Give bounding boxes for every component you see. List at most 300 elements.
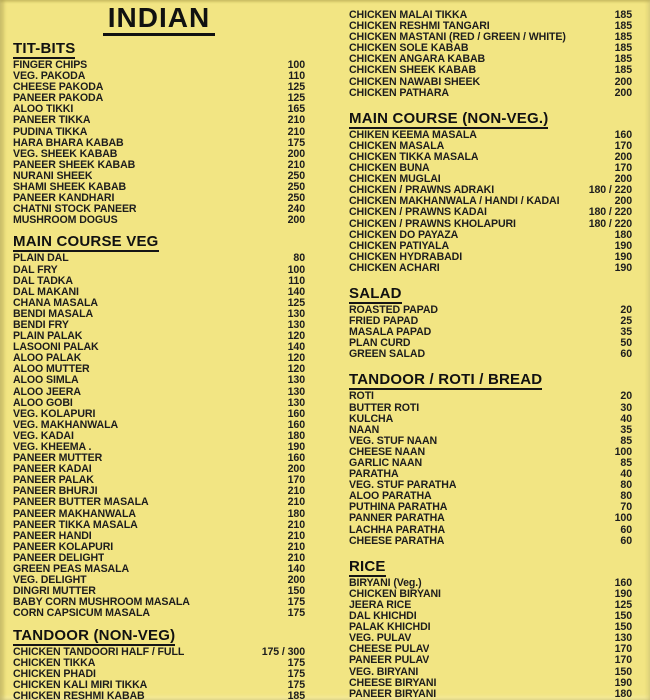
- item-price: 210: [287, 529, 305, 542]
- menu-item: [349, 622, 632, 633]
- item-price: 150: [287, 585, 305, 598]
- item-price: 100: [287, 59, 305, 71]
- section-heading: TIT-BITS: [13, 40, 76, 57]
- menu-item: [13, 193, 305, 204]
- item-price: 130: [614, 632, 632, 645]
- item-name: PANEER PAKODA: [13, 93, 104, 105]
- item-name: VEG. BIRYANI: [349, 666, 419, 678]
- item-price: 185: [614, 9, 632, 21]
- item-price: 25: [620, 315, 632, 328]
- item-name: CHICKEN TANDOORI HALF / FULL: [13, 646, 185, 658]
- menu-item: [349, 600, 632, 611]
- item-name: PANEER PALAK: [13, 475, 94, 487]
- item-name: DAL KHICHDI: [349, 611, 417, 623]
- item-name: CHICKEN RESHMI TANGARI: [349, 21, 490, 33]
- menu-item: [349, 578, 632, 589]
- menu-item: [13, 115, 305, 126]
- item-price: 210: [287, 540, 305, 553]
- item-price: 175: [287, 607, 305, 620]
- menu-item: [349, 391, 632, 402]
- menu-item: [13, 182, 305, 193]
- item-name: ALOO MUTTER: [13, 364, 90, 376]
- item-price: 100: [614, 445, 632, 458]
- menu-item: [13, 691, 305, 700]
- item-name: FINGER CHIPS: [13, 60, 88, 71]
- menu-item: [13, 398, 305, 409]
- item-name: PANEER SHEEK KABAB: [13, 159, 136, 171]
- item-name: VEG. KADAI: [13, 430, 74, 442]
- left-sections: [13, 41, 305, 700]
- item-name: CHICKEN ANGARA KABAB: [349, 54, 486, 66]
- item-price: 125: [287, 92, 305, 105]
- menu-item: [349, 502, 632, 513]
- menu-item: [349, 130, 632, 141]
- menu-item: [13, 475, 305, 486]
- item-price: 210: [287, 158, 305, 171]
- item-name: CHICKEN HYDRABADI: [349, 251, 463, 263]
- item-price: 20: [620, 390, 632, 403]
- menu-item: [13, 331, 305, 342]
- item-name: CHICKEN TIKKA: [13, 657, 96, 669]
- item-name: KULCHA: [349, 413, 394, 425]
- item-name: CHICKEN / PRAWNS KADAI: [349, 207, 487, 219]
- menu-item: [349, 54, 632, 65]
- menu-item: [13, 453, 305, 464]
- item-name: JEERA RICE: [349, 599, 412, 611]
- menu-item: [13, 171, 305, 182]
- menu-item: [13, 265, 305, 276]
- item-price: 165: [287, 103, 305, 116]
- item-name: BIRYANI (Veg.): [349, 577, 422, 589]
- item-price: 170: [287, 474, 305, 487]
- menu-item: [13, 93, 305, 104]
- item-name: CHICKEN MASTANI (RED / GREEN / WHITE): [349, 32, 566, 44]
- item-price: 120: [287, 363, 305, 376]
- menu-item: [349, 349, 632, 360]
- item-price: 175: [287, 596, 305, 609]
- item-name: NAAN: [349, 424, 380, 436]
- item-name: ALOO SIMLA: [13, 375, 79, 387]
- item-name: PANEER PULAV: [349, 655, 430, 667]
- item-name: PLAN CURD: [349, 338, 411, 350]
- item-price: 200: [287, 463, 305, 476]
- item-price: 180: [287, 507, 305, 520]
- item-name: CHICKEN RESHMI KABAB: [13, 690, 145, 700]
- section-heading: TANDOOR (NON-VEG): [13, 626, 176, 644]
- menu-item: [349, 327, 632, 338]
- menu-item: [13, 497, 305, 508]
- item-price: 130: [287, 307, 305, 320]
- item-name: CHICKEN DO PAYAZA: [349, 229, 459, 241]
- item-name: CHICKEN MASALA: [349, 140, 445, 152]
- section-heading: MAIN COURSE VEG: [13, 233, 159, 251]
- menu-item: [349, 263, 632, 274]
- menu-item: [349, 525, 632, 536]
- item-name: CHEESE PULAV: [349, 644, 430, 656]
- menu-item: [349, 678, 632, 689]
- menu-item: [13, 669, 305, 680]
- menu-item: [13, 387, 305, 398]
- item-price: 175 / 300: [261, 645, 305, 658]
- item-price: 185: [614, 53, 632, 66]
- item-price: 190: [614, 261, 632, 274]
- menu-item: [349, 491, 632, 502]
- menu-item: [13, 82, 305, 93]
- item-name: CHEESE BIRYANI: [349, 677, 437, 689]
- menu-item: [13, 149, 305, 160]
- item-name: FRIED PAPAD: [349, 316, 419, 328]
- item-price: 170: [614, 139, 632, 152]
- item-price: 170: [614, 643, 632, 656]
- item-price: 180 / 220: [588, 206, 632, 219]
- item-price: 85: [620, 434, 632, 447]
- menu-item: [349, 163, 632, 174]
- item-price: 185: [614, 20, 632, 33]
- item-name: VEG. DELIGHT: [13, 575, 87, 587]
- item-name: CHICKEN PATIYALA: [349, 240, 450, 252]
- item-name: VEG. PAKODA: [13, 71, 86, 83]
- menu-item: [349, 469, 632, 480]
- menu-item: [349, 185, 632, 196]
- item-price: 30: [620, 401, 632, 414]
- item-name: PUTHINA PARATHA: [349, 502, 448, 514]
- item-price: 125: [287, 296, 305, 309]
- menu-item: [349, 241, 632, 252]
- item-price: 185: [614, 64, 632, 77]
- item-price: 200: [614, 86, 632, 99]
- menu-item: [13, 353, 305, 364]
- item-price: 85: [620, 457, 632, 469]
- menu-item: [349, 644, 632, 655]
- menu-item: [13, 253, 305, 264]
- section-heading: SALAD: [349, 284, 402, 302]
- item-name: CHEESE PAKODA: [13, 82, 104, 94]
- item-price: 125: [614, 598, 632, 611]
- item-price: 210: [287, 114, 305, 127]
- menu-section-salad: [349, 286, 632, 360]
- item-price: 200: [287, 574, 305, 587]
- item-name: PUDINA TIKKA: [13, 126, 88, 138]
- menu-item: [349, 403, 632, 414]
- menu-item: [13, 287, 305, 298]
- item-name: PANNER PARATHA: [349, 513, 445, 525]
- item-price: 140: [287, 563, 305, 576]
- menu-item: [349, 436, 632, 447]
- menu-item: [13, 342, 305, 353]
- item-price: 160: [287, 418, 305, 431]
- menu-item: [349, 447, 632, 458]
- item-price: 250: [287, 181, 305, 194]
- item-price: 80: [293, 252, 305, 265]
- menu-item: [13, 364, 305, 375]
- item-price: 175: [287, 667, 305, 680]
- menu-item: [13, 60, 305, 71]
- item-name: LASOONI PALAK: [13, 342, 99, 354]
- section-heading: MAIN COURSE (NON-VEG.): [349, 109, 549, 127]
- menu-item: [349, 65, 632, 76]
- menu-item: [349, 611, 632, 622]
- item-price: 175: [287, 656, 305, 669]
- item-name: ALOO GOBI: [13, 397, 73, 409]
- item-name: BENDI FRY: [13, 319, 69, 331]
- menu-item: [13, 520, 305, 531]
- item-price: 190: [614, 250, 632, 263]
- item-price: 250: [287, 169, 305, 182]
- item-price: 110: [288, 274, 305, 287]
- item-price: 80: [620, 479, 632, 492]
- item-name: CHICKEN BUNA: [349, 163, 430, 175]
- menu-section-continued: [349, 10, 632, 99]
- item-name: PLAIN DAL: [13, 253, 69, 265]
- menu-column-right: [349, 10, 632, 700]
- item-name: CHICKEN MALAI TIKKA: [349, 10, 468, 21]
- item-name: BABY CORN MUSHROOM MASALA: [13, 597, 190, 609]
- item-price: 160: [614, 128, 632, 141]
- item-price: 70: [620, 501, 632, 514]
- item-price: 200: [614, 150, 632, 163]
- menu-item: [13, 680, 305, 691]
- menu-item: [13, 442, 305, 453]
- item-price: 35: [620, 326, 632, 339]
- section-heading: TANDOOR / ROTI / BREAD: [349, 371, 543, 389]
- menu-item: [13, 320, 305, 331]
- menu-item: [349, 88, 632, 99]
- menu-item: [13, 542, 305, 553]
- item-price: 180: [614, 228, 632, 241]
- item-name: ALOO PALAK: [13, 353, 82, 365]
- item-price: 120: [287, 330, 305, 343]
- item-name: PARATHA: [349, 469, 399, 481]
- item-price: 160: [287, 407, 305, 420]
- item-price: 130: [287, 374, 305, 387]
- item-price: 130: [287, 385, 305, 398]
- item-name: CHICKEN BIRYANI: [349, 588, 441, 600]
- menu-item: [13, 298, 305, 309]
- item-price: 40: [620, 412, 632, 425]
- item-name: PANEER TIKKA MASALA: [13, 519, 138, 531]
- item-name: PLAIN PALAK: [13, 331, 83, 343]
- item-name: LACHHA PARATHA: [349, 524, 446, 536]
- item-name: PANEER HANDI: [13, 530, 92, 542]
- menu-item: [13, 531, 305, 542]
- menu-item: [349, 338, 632, 349]
- menu-section-tandoor-roti-bread: [349, 372, 632, 546]
- item-price: 60: [620, 348, 632, 361]
- right-sections: [349, 10, 632, 700]
- item-name: VEG. MAKHANWALA: [13, 419, 119, 431]
- item-name: DAL FRY: [13, 264, 58, 276]
- item-price: 190: [614, 239, 632, 252]
- menu-item: [13, 276, 305, 287]
- item-name: PANEER BIRYANI: [349, 688, 437, 700]
- menu-item: [349, 21, 632, 32]
- menu-item: [349, 589, 632, 600]
- item-price: 180 / 220: [588, 184, 632, 197]
- item-name: CHICKEN TIKKA MASALA: [349, 151, 479, 163]
- menu-item: [349, 10, 632, 21]
- menu-item: [349, 414, 632, 425]
- item-price: 50: [620, 337, 632, 350]
- menu-section-main-course-non-veg: [349, 111, 632, 274]
- item-price: 175: [287, 678, 305, 691]
- item-name: PANEER TIKKA: [13, 115, 91, 127]
- item-name: DAL MAKANI: [13, 286, 79, 298]
- item-name: VEG. KHEEMA .: [13, 442, 92, 453]
- item-price: 200: [287, 147, 305, 160]
- menu-item: [349, 316, 632, 327]
- item-name: PALAK KHICHDI: [349, 622, 431, 634]
- menu-item: [13, 658, 305, 669]
- item-name: VEG. KOLAPURI: [13, 408, 96, 420]
- menu-item: [349, 219, 632, 230]
- menu-section-tit-bits: [13, 41, 305, 226]
- item-price: 190: [287, 441, 305, 453]
- menu-item: [13, 138, 305, 149]
- item-price: 170: [614, 162, 632, 175]
- item-name: DAL TADKA: [13, 275, 73, 287]
- item-name: CHIKEN KEEMA MASALA: [349, 129, 477, 141]
- menu-item: [349, 230, 632, 241]
- menu-item: [349, 77, 632, 88]
- menu-item: [349, 633, 632, 644]
- menu-item: [349, 43, 632, 54]
- menu-item: [13, 409, 305, 420]
- item-name: VEG. STUF PARATHA: [349, 480, 457, 492]
- item-name: PANEER MAKHANWALA: [13, 508, 136, 520]
- menu-column-left: [13, 2, 305, 700]
- item-price: 80: [620, 490, 632, 503]
- item-price: 100: [287, 263, 305, 276]
- item-name: PANEER KANDHARI: [13, 193, 115, 205]
- menu-item: [349, 152, 632, 163]
- item-name: CHICKEN SOLE KABAB: [349, 43, 469, 55]
- menu-item: [349, 513, 632, 524]
- menu-item: [13, 647, 305, 658]
- item-name: SHAMI SHEEK KABAB: [13, 182, 127, 194]
- item-price: 240: [287, 203, 305, 216]
- item-name: CHICKEN / PRAWNS ADRAKI: [349, 185, 495, 197]
- item-name: NURANI SHEEK: [13, 170, 93, 182]
- menu-item: [349, 141, 632, 152]
- item-name: ALOO TIKKI: [13, 104, 74, 116]
- item-price: 60: [620, 523, 632, 536]
- item-price: 35: [620, 423, 632, 436]
- item-price: 140: [287, 341, 305, 354]
- item-name: VEG. PULAV: [349, 633, 412, 645]
- menu-item: [13, 431, 305, 442]
- page-title-wrap: [13, 4, 305, 36]
- item-price: 100: [614, 512, 632, 525]
- item-name: VEG. SHEEK KABAB: [13, 148, 118, 160]
- item-name: CHICKEN MAKHANWALA / HANDI / KADAI: [349, 196, 560, 208]
- item-name: PANEER KADAI: [13, 464, 92, 476]
- item-name: ROASTED PAPAD: [349, 304, 438, 316]
- item-name: DINGRI MUTTER: [13, 586, 96, 598]
- menu-item: [349, 252, 632, 263]
- item-price: 190: [614, 587, 632, 600]
- page-title: INDIAN: [103, 4, 215, 36]
- item-name: PANEER KOLAPURI: [13, 541, 114, 553]
- menu-item: [13, 486, 305, 497]
- menu-item: [349, 32, 632, 43]
- item-name: CHICKEN ACHARI: [349, 262, 440, 274]
- item-name: PANEER BHURJI: [13, 486, 98, 498]
- item-name: CHEESE PARATHA: [349, 535, 445, 547]
- menu-item: [349, 425, 632, 436]
- item-price: 210: [287, 496, 305, 509]
- item-name: GARLIC NAAN: [349, 458, 423, 469]
- item-name: ROTI: [349, 391, 374, 403]
- item-price: 180: [614, 687, 632, 700]
- item-price: 250: [287, 192, 305, 205]
- item-price: 160: [614, 576, 632, 589]
- item-name: CHICKEN MUGLAI: [349, 174, 441, 186]
- menu-item: [13, 215, 305, 226]
- item-name: CORN CAPSICUM MASALA: [13, 608, 150, 620]
- item-price: 185: [287, 689, 305, 700]
- item-price: 40: [620, 468, 632, 481]
- item-price: 180: [287, 429, 305, 442]
- menu-item: [13, 160, 305, 171]
- section-heading: RICE: [349, 557, 386, 575]
- item-name: CHICKEN PHADI: [13, 668, 96, 680]
- item-name: CHATNI STOCK PANEER: [13, 204, 137, 216]
- menu-item: [349, 655, 632, 666]
- item-price: 110: [288, 70, 305, 83]
- menu-item: [13, 586, 305, 597]
- item-price: 210: [287, 125, 305, 138]
- item-name: PANEER MUTTER: [13, 453, 103, 465]
- menu-item: [349, 458, 632, 469]
- menu-item: [13, 71, 305, 82]
- menu-item: [349, 480, 632, 491]
- item-name: CHICKEN NAWABI SHEEK: [349, 76, 481, 88]
- menu-item: [13, 309, 305, 320]
- item-price: 200: [614, 75, 632, 88]
- menu-section-rice: [349, 559, 632, 700]
- menu-item: [13, 464, 305, 475]
- item-name: CHICKEN SHEEK KABAB: [349, 65, 476, 77]
- item-name: MASALA PAPAD: [349, 327, 432, 339]
- item-price: 175: [287, 136, 305, 149]
- menu-section-main-course-veg: [13, 234, 305, 619]
- item-price: 185: [614, 31, 632, 44]
- item-name: MUSHROOM DOGUS: [13, 215, 118, 227]
- item-name: PANEER BUTTER MASALA: [13, 497, 149, 509]
- item-name: ALOO JEERA: [13, 386, 81, 398]
- menu-item: [13, 375, 305, 386]
- item-name: PANEER DELIGHT: [13, 552, 105, 564]
- menu-item: [349, 305, 632, 316]
- item-name: CHICKEN KALI MIRI TIKKA: [13, 679, 148, 691]
- item-price: 20: [620, 303, 632, 316]
- item-price: 200: [614, 195, 632, 208]
- item-name: CHANA MASALA: [13, 297, 98, 309]
- item-price: 180 / 220: [588, 217, 632, 230]
- item-name: GREEN PEAS MASALA: [13, 564, 130, 576]
- item-price: 120: [287, 352, 305, 365]
- item-price: 210: [287, 485, 305, 498]
- item-price: 160: [287, 452, 305, 465]
- item-name: ALOO PARATHA: [349, 491, 432, 503]
- item-price: 140: [287, 285, 305, 298]
- menu-item: [349, 536, 632, 547]
- item-price: 150: [614, 621, 632, 634]
- item-price: 170: [614, 654, 632, 667]
- menu-item: [13, 420, 305, 431]
- item-name: GREEN SALAD: [349, 349, 426, 361]
- item-price: 125: [287, 81, 305, 94]
